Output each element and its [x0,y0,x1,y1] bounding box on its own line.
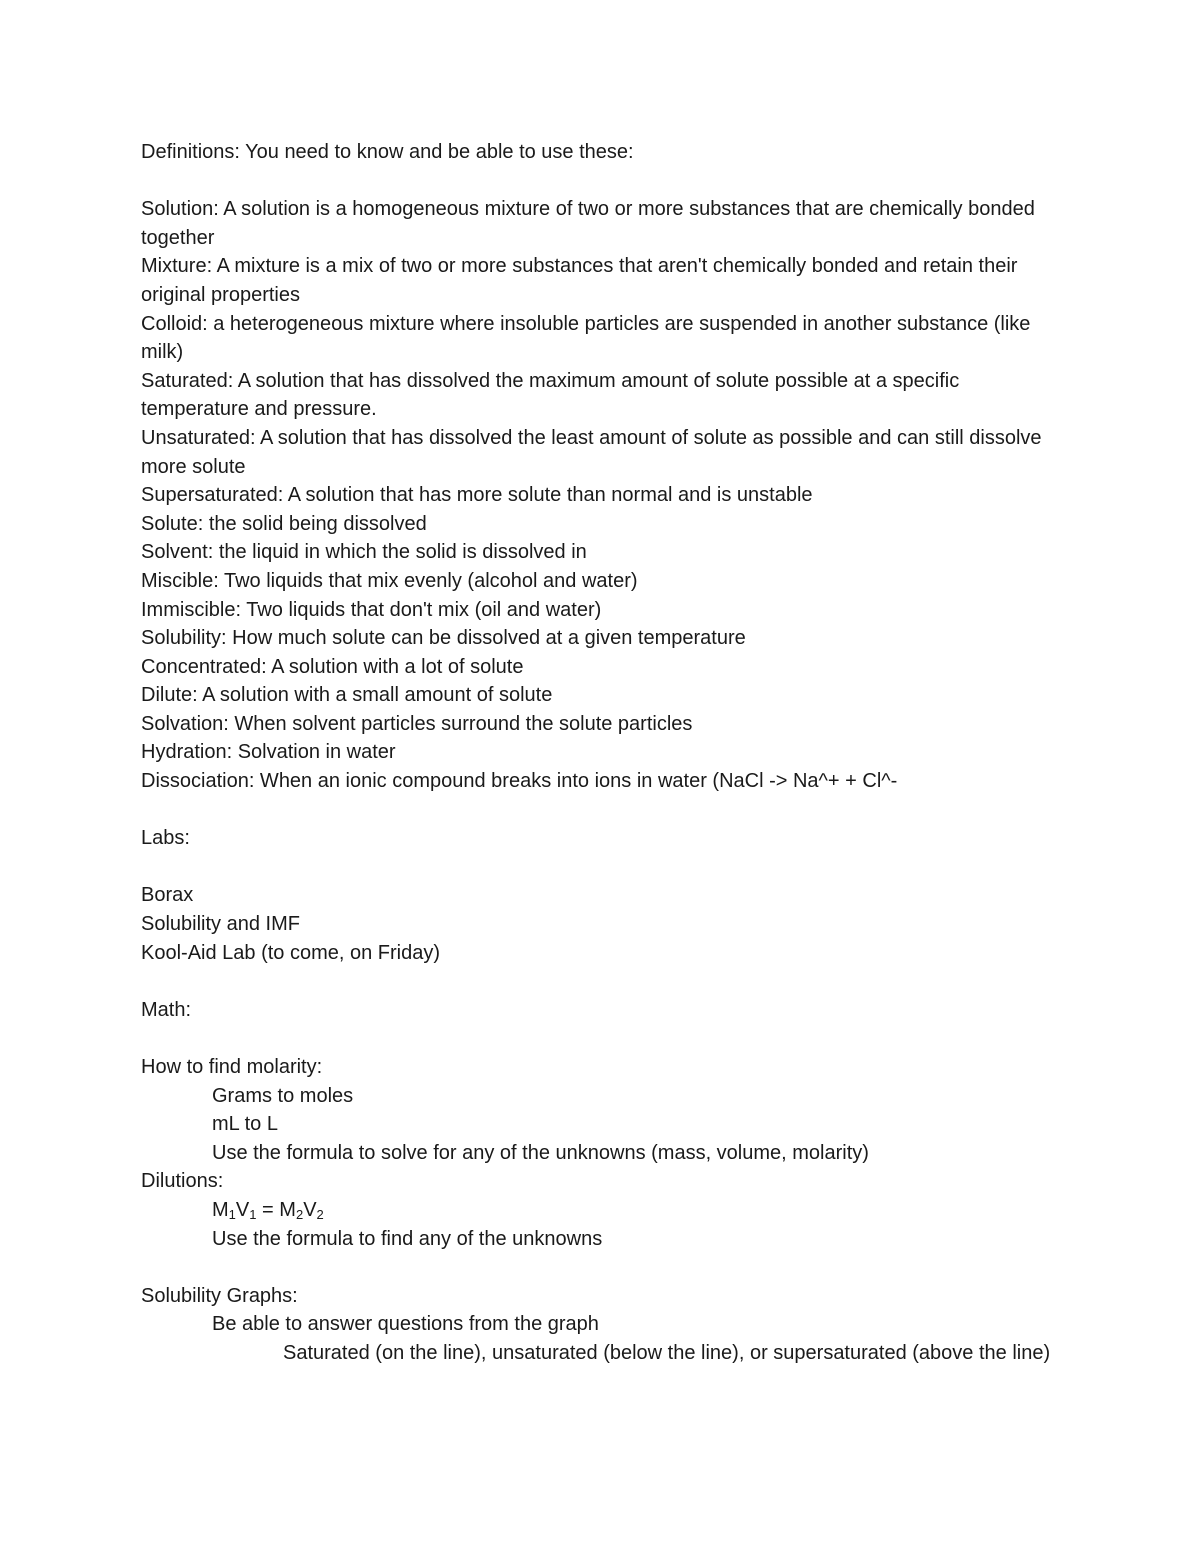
spacer [141,167,1066,196]
lab-item: Kool-Aid Lab (to come, on Friday) [141,941,441,964]
spacer [141,967,1066,996]
dilutions-heading: Dilutions: [141,1170,224,1193]
definition-saturated: Saturated: A solution that has dissolved the maximum amount of solute possible at a specific temperature and pressure. [141,369,960,421]
formula-m2: M [279,1198,296,1221]
spacer [141,1253,1066,1282]
definition-solute: Solute: the solid being dissolved [141,512,427,535]
lab-item: Borax [141,884,194,907]
definition-immiscible: Immiscible: Two liquids that don't mix (oil and water) [141,598,602,621]
dilution-formula [141,1196,1066,1225]
lab-item: Solubility and IMF [141,913,300,936]
dilutions-note: Use the formula to find any of the unknowns [212,1227,603,1250]
formula-sub-1b: 1 [249,1206,257,1222]
labs-list [141,881,1066,967]
intro-line: Definitions: You need to know and be able to use these: [141,141,634,163]
definition-supersaturated: Supersaturated: A solution that has more solute than normal and is unstable [141,484,813,507]
formula-equals: = [256,1198,280,1221]
graphs-heading: Solubility Graphs: [141,1284,298,1307]
definition-dilute: Dilute: A solution with a small amount of solute [141,684,553,707]
formula-sub-2a: 2 [295,1206,304,1222]
definition-hydration: Hydration: Solvation in water [141,741,396,764]
formula-sub-1a: 1 [228,1206,236,1222]
molarity-step: Grams to moles [212,1084,354,1107]
definition-unsaturated: Unsaturated: A solution that has dissolved the least amount of solute as possible and can still dissolve more solute [141,426,1042,478]
molarity-step: mL to L [212,1113,278,1136]
molarity-heading: How to find molarity: [141,1056,323,1078]
graphs-subitem: Saturated (on the line), unsaturated (below the line), or supersaturated (above the line) [283,1341,1051,1364]
definition-concentrated: Concentrated: A solution with a lot of solute [141,655,524,678]
graphs-item: Be able to answer questions from the graph [212,1313,599,1336]
document-page [141,138,1066,1368]
formula-v1: V [235,1198,250,1221]
labs-heading: Labs: [141,827,190,850]
definition-solution: Solution: A solution is a homogeneous mixture of two or more substances that are chemically bonded together [141,198,1035,249]
definitions-list [141,195,1066,795]
definition-solubility: Solubility: How much solute can be dissolved at a given temperature [141,627,746,650]
spacer [141,1024,1066,1053]
definition-miscible: Miscible: Two liquids that mix evenly (alcohol and water) [141,569,638,592]
formula-sub-2b: 2 [316,1206,324,1222]
definition-dissociation: Dissociation: When an ionic compound breaks into ions in water (NaCl -> Na^+ + Cl^- [141,770,898,793]
spacer [141,853,1066,882]
definition-solvation: Solvation: When solvent particles surround the solute particles [141,712,693,735]
spacer [141,796,1066,825]
formula-m1: M [212,1198,229,1221]
definition-colloid: Colloid: a heterogeneous mixture where insoluble particles are suspended in another substance (like milk) [141,312,1031,364]
definition-mixture: Mixture: A mixture is a mix of two or more substances that aren't chemically bonded and retain their original properties [141,255,1018,306]
definition-solvent: Solvent: the liquid in which the solid is dissolved in [141,541,587,564]
formula-v2: V [303,1198,317,1221]
math-heading: Math: [141,998,192,1021]
molarity-step: Use the formula to solve for any of the unknowns (mass, volume, molarity) [212,1141,869,1164]
